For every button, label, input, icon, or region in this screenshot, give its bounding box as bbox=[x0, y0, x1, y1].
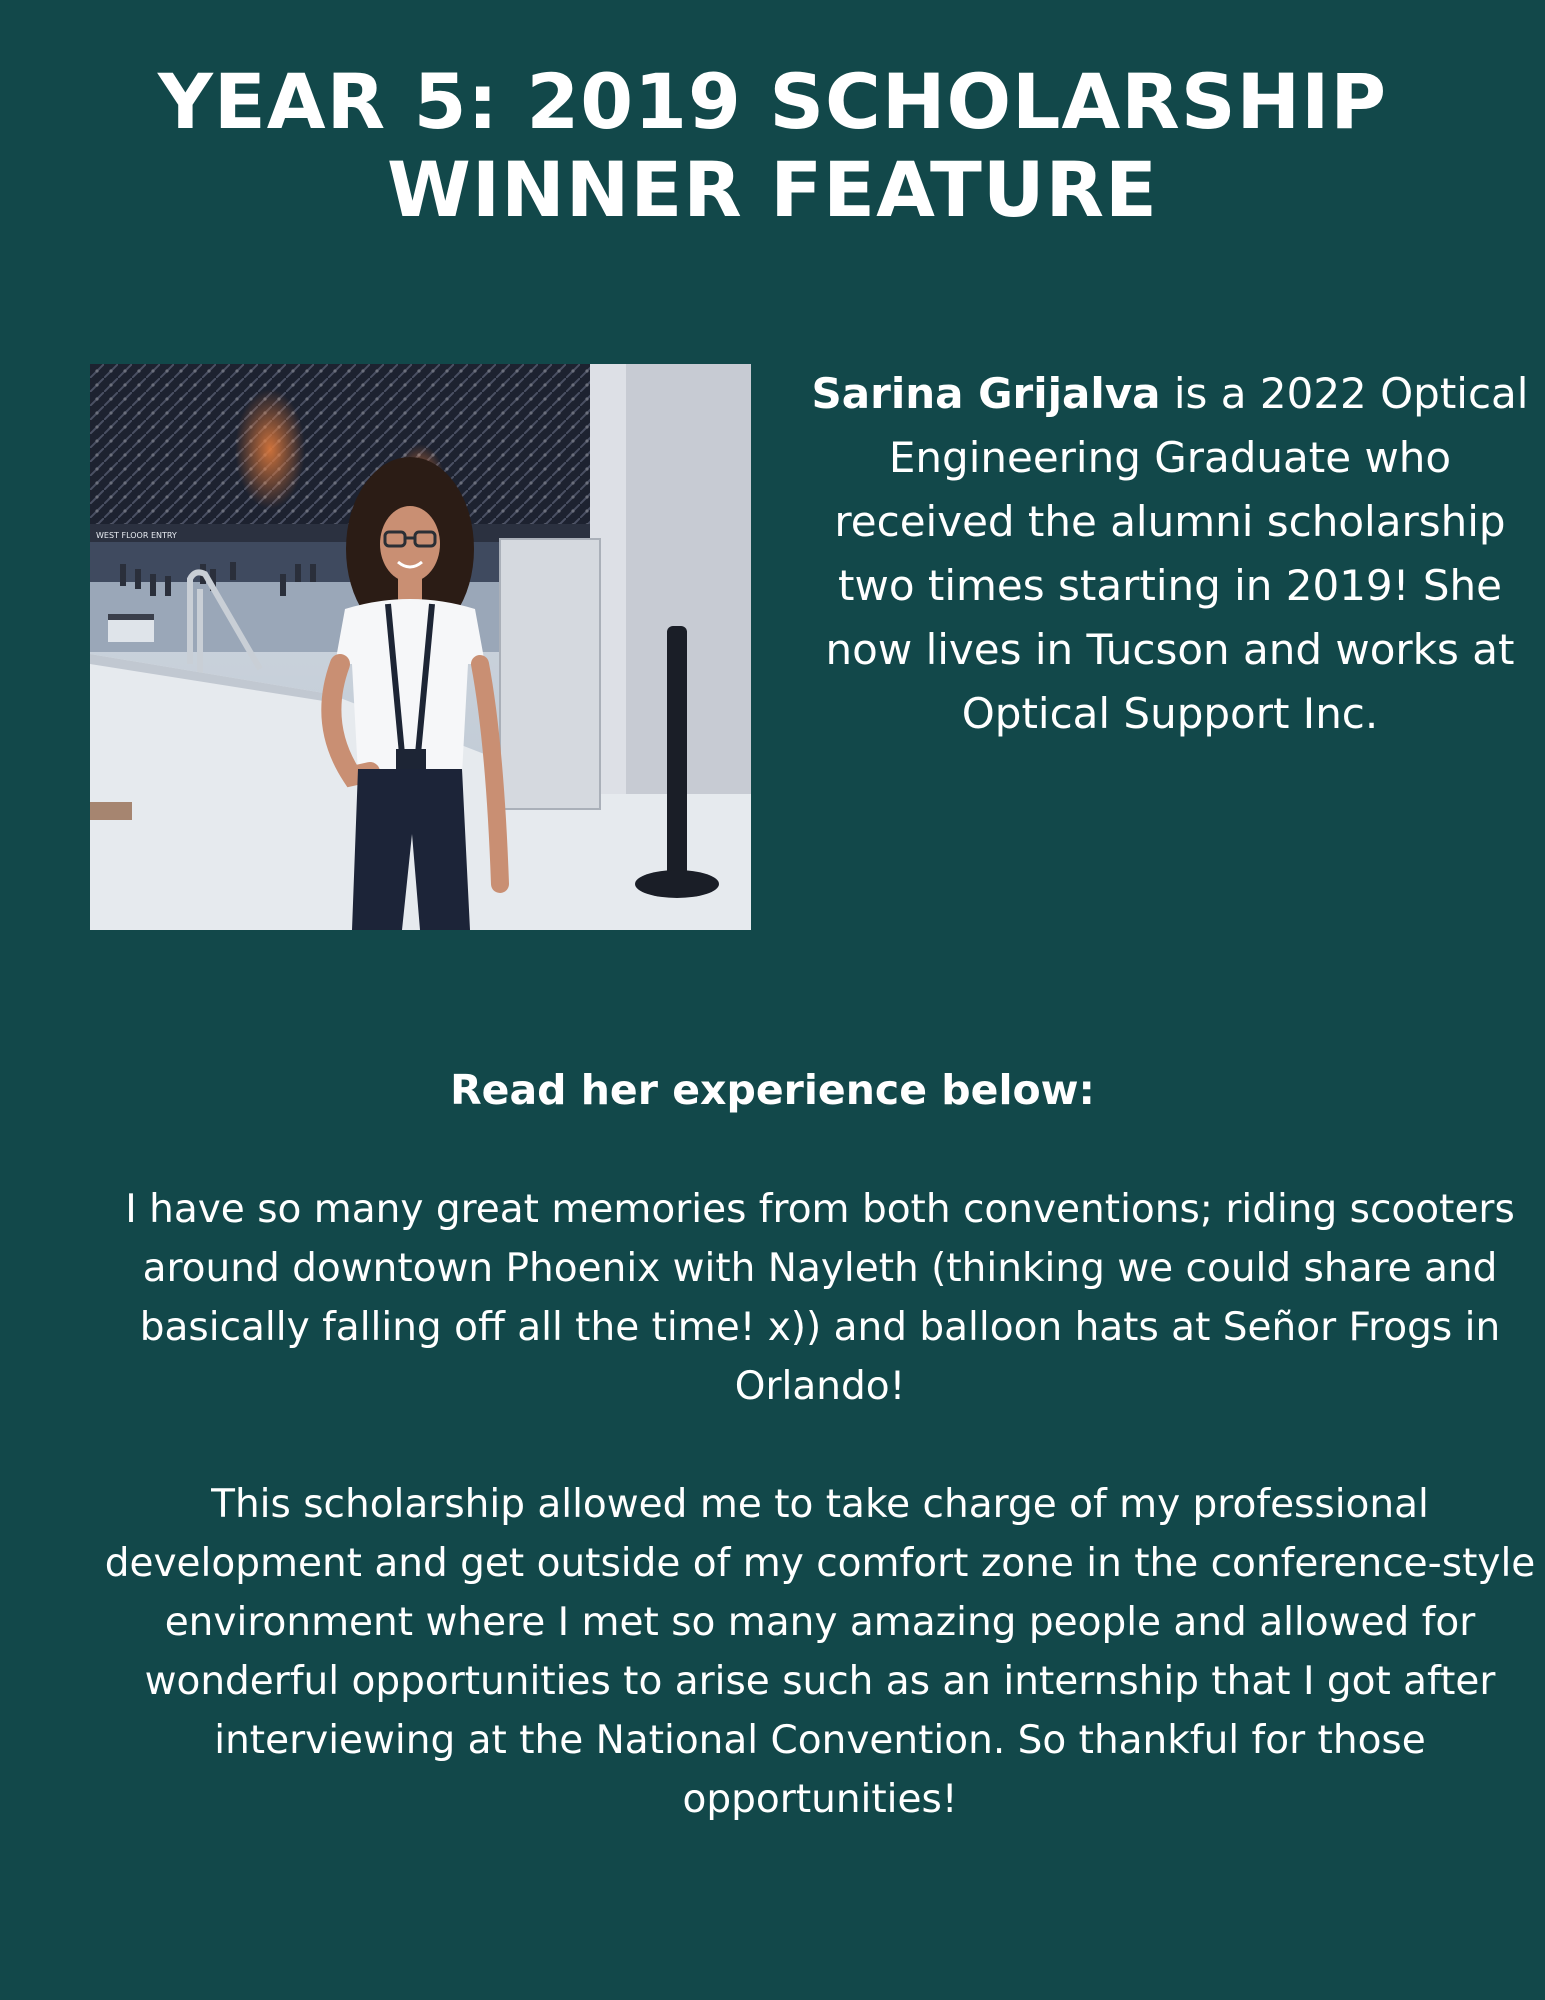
experience-paragraph-1: I have so many great memories from both conventions; riding scooters around downtown Phoenix with Nayleth (thinking we could share and basically falling off all the time! x)) and balloon hats at Señor Frogs in Orlando! bbox=[125, 1187, 1515, 1409]
intro-body: is a 2022 Optical Engineering Graduate who received the alumni scholarship two times starting in 2019! She now lives in Tucson and works at Optical Support Inc. bbox=[825, 369, 1529, 738]
photo-sign: WEST FLOOR ENTRY bbox=[96, 531, 177, 540]
page-title bbox=[0, 58, 1545, 234]
winner-name: Sarina Grijalva bbox=[811, 369, 1161, 418]
title-line-1: YEAR 5: 2019 SCHOLARSHIP bbox=[157, 57, 1388, 146]
title-line-2: WINNER FEATURE bbox=[387, 145, 1158, 234]
experience-paragraph-2: This scholarship allowed me to take charge of my professional development and get outside of my comfort zone in the conference-style environment where I met so many amazing people and allowed for wonderful opportunities to arise such as an internship that I got after interviewing at the National Convention. So thankful for those opportunities! bbox=[104, 1482, 1536, 1822]
experience-heading: Read her experience below: bbox=[450, 1066, 1095, 1114]
intro-text bbox=[810, 362, 1530, 746]
winner-photo bbox=[90, 364, 751, 930]
